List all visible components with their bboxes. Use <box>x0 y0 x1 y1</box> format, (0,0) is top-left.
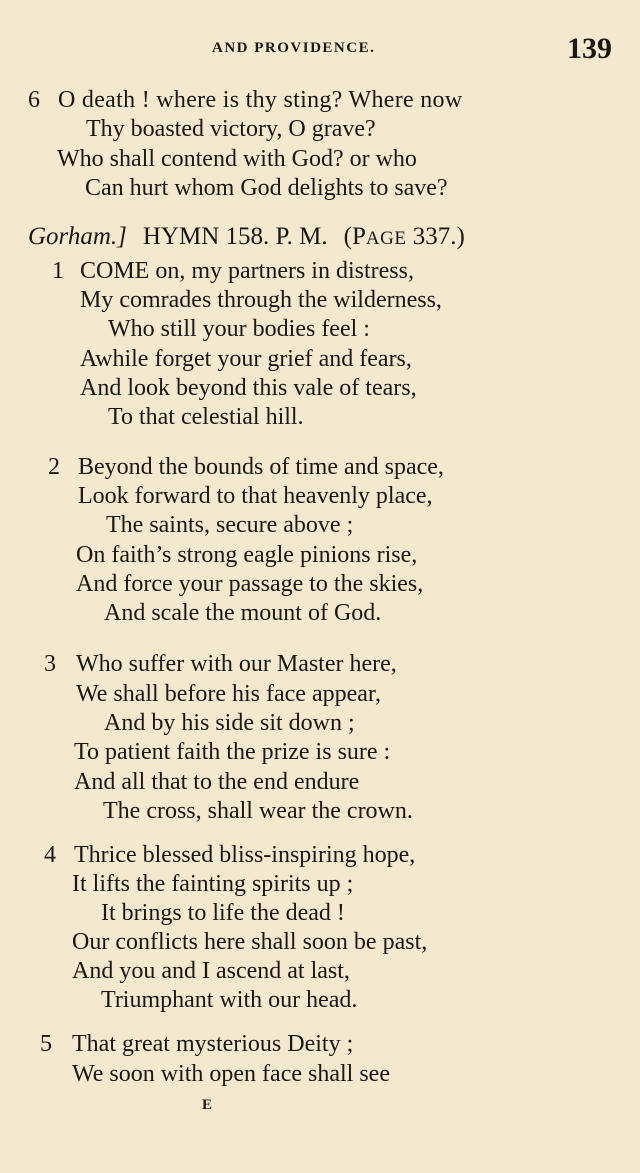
verse-line: And by his side sit down ; <box>104 710 355 736</box>
verse-line: That great mysterious Deity ; <box>72 1031 354 1057</box>
verse-line: And look beyond this vale of tears, <box>80 375 417 401</box>
signature-mark: E <box>202 1097 214 1113</box>
verse-line: COME on, my partners in distress, <box>80 258 414 284</box>
verse-line: Who shall contend with God? or who <box>57 146 417 172</box>
verse-line: To that celestial hill. <box>108 404 304 430</box>
stanza-number: 3 <box>44 651 56 677</box>
verse-line: Look forward to that heavenly place, <box>78 483 433 509</box>
verse-line: Awhile forget your grief and fears, <box>80 346 412 372</box>
verse-line: Beyond the bounds of time and space, <box>78 454 444 480</box>
verse-line: O death ! where is thy sting? Where now <box>58 87 463 113</box>
verse-line: We shall before his face appear, <box>76 681 381 707</box>
stanza-number: 5 <box>40 1031 52 1057</box>
stanza-number: 6 <box>28 87 40 113</box>
page-number: 139 <box>567 32 612 65</box>
verse-line: We soon with open face shall see <box>72 1061 390 1087</box>
page-header <box>0 30 640 70</box>
verse-line: To patient faith the prize is sure : <box>74 739 391 765</box>
verse-line: On faith’s strong eagle pinions rise, <box>76 542 418 568</box>
verse-line: It brings to life the dead ! <box>101 900 345 926</box>
verse-line: Thy boasted victory, O grave? <box>86 116 376 142</box>
verse-line: My comrades through the wilderness, <box>80 287 442 313</box>
stanza-number: 4 <box>44 842 56 868</box>
verse-line: Triumphant with our head. <box>101 987 358 1013</box>
verse-line: It lifts the fainting spirits up ; <box>72 871 354 897</box>
stanza-number: 2 <box>48 454 60 480</box>
verse-line: The cross, shall wear the crown. <box>103 798 413 824</box>
page-reference: (PAGE 337.) <box>343 223 465 250</box>
verse-line: And force your passage to the skies, <box>76 571 424 597</box>
verse-line: Who still your bodies feel : <box>108 316 370 342</box>
verse-line: And you and I ascend at last, <box>72 958 350 984</box>
tune-name: Gorham.] <box>28 223 127 250</box>
running-head: AND PROVIDENCE. <box>212 40 376 56</box>
hymn-title: HYMN 158. P. M. <box>142 223 328 250</box>
stanza-number: 1 <box>52 258 64 284</box>
hymn-heading <box>28 223 465 251</box>
verse-line: And scale the mount of God. <box>104 600 382 626</box>
verse-line: Thrice blessed bliss-inspiring hope, <box>74 842 416 868</box>
verse-line: Can hurt whom God delights to save? <box>85 175 448 201</box>
verse-line: And all that to the end endure <box>74 769 360 795</box>
verse-line: The saints, secure above ; <box>106 512 354 538</box>
verse-line: Our conflicts here shall soon be past, <box>72 929 428 955</box>
verse-line: Who suffer with our Master here, <box>76 651 397 677</box>
